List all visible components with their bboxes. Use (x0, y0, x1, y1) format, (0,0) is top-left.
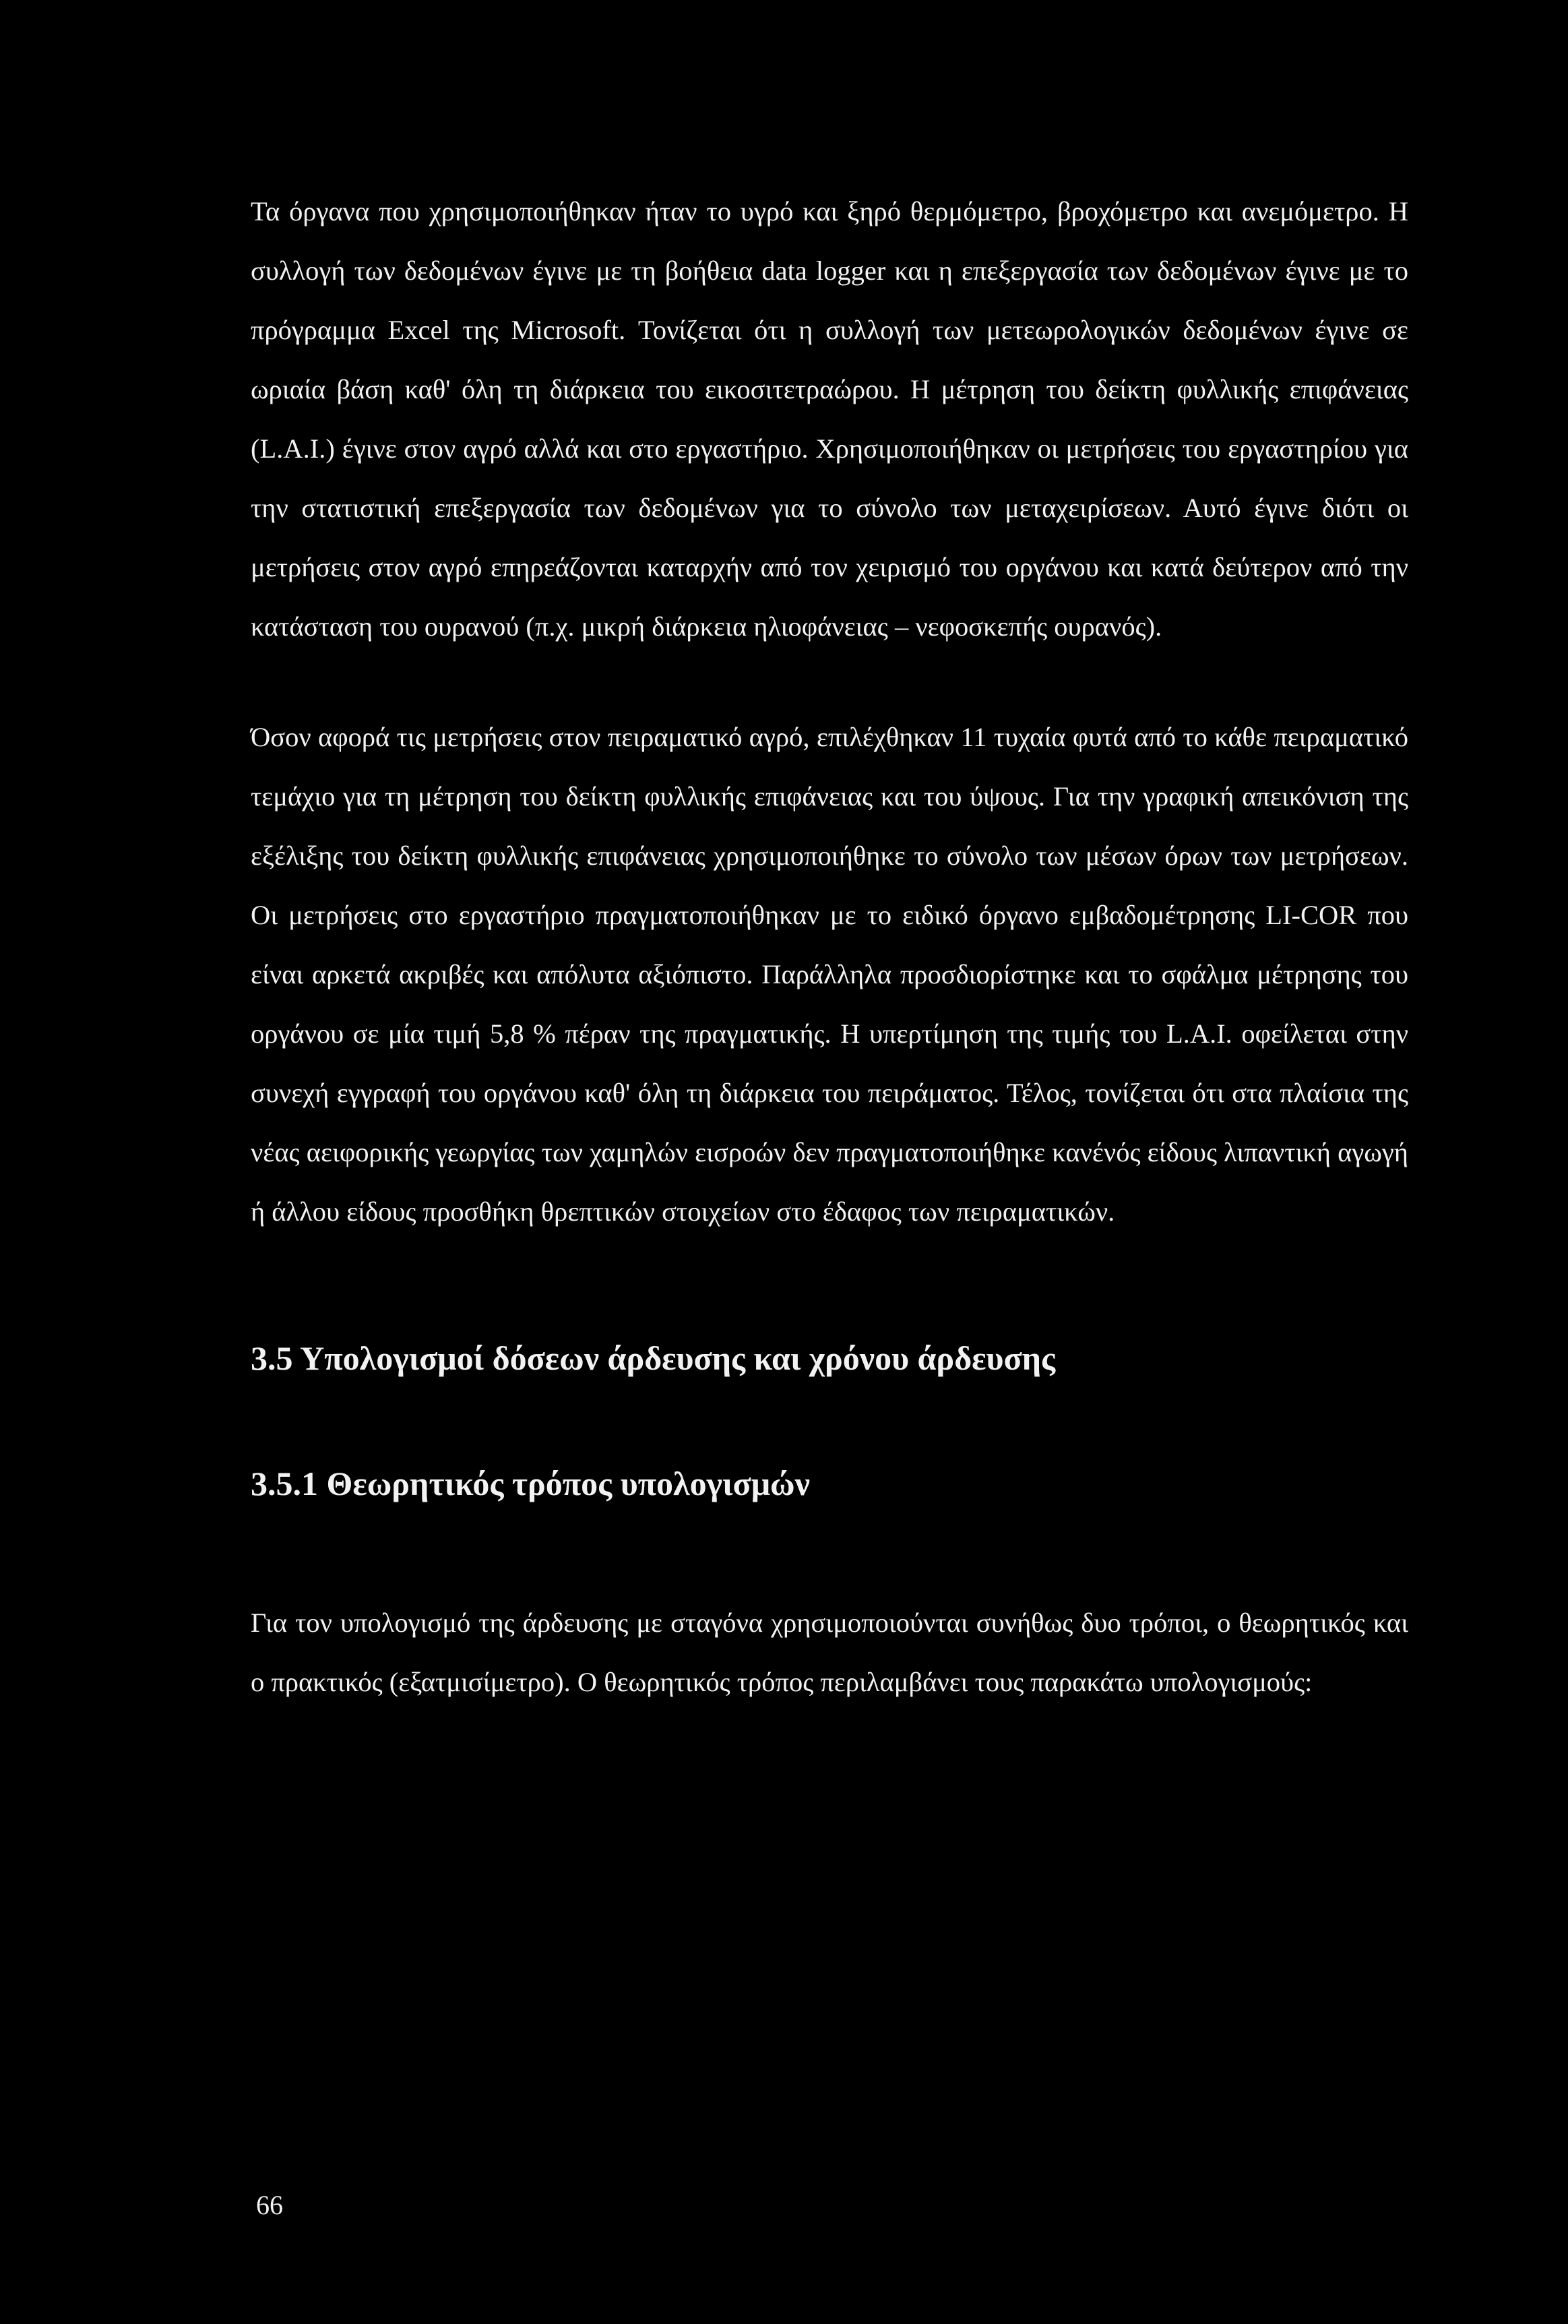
page-content (251, 182, 1408, 1712)
paragraph-field-measurements: Όσον αφορά τις μετρήσεις στον πειραματικό αγρό, επιλέχθηκαν 11 τυχαία φυτά από το κάθε πειραματικό τεμάχιο για τη μέτρηση του δείκτη φυλλικής επιφάνειας και του ύψους. Για την γραφική απεικόνιση της εξέλιξης του δείκτη φυλλικής επιφάνειας χρησιμοποιήθηκε το σύνολο των μέσων όρων των μετρήσεων. Οι μετρήσεις στο εργαστήριο πραγματοποιήθηκαν με το ειδικό όργανο εμβαδομέτρησης LI-COR που είναι αρκετά ακριβές και απόλυτα αξιόπιστο. Παράλληλα προσδιορίστηκε και το σφάλμα μέτρησης του οργάνου σε μία τιμή 5,8 % πέραν της πραγματικής. Η υπερτίμηση της τιμής του L.A.I. οφείλεται στην συνεχή εγγραφή του οργάνου καθ' όλη τη διάρκεια του πειράματος. Τέλος, τονίζεται ότι στα πλαίσια της νέας αειφορικής γεωργίας των χαμηλών εισροών δεν πραγματοποιήθηκε κανένός είδους λιπαντική αγωγή ή άλλου είδους προσθήκη θρεπτικών στοιχείων στο έδαφος των πειραματικών. (251, 722, 1408, 1227)
section-heading: 3.5 Υπολογισμοί δόσεων άρδευσης και χρόνου άρδευσης (251, 1339, 1056, 1377)
paragraph-instruments: Τα όργανα που χρησιμοποιήθηκαν ήταν το υγρό και ξηρό θερμόμετρο, βροχόμετρο και ανεμόμετρο. Η συλλογή των δεδομένων έγινε με τη βοήθεια data logger και η επεξεργασία των δεδομένων έγινε με το πρόγραμμα Excel της Microsoft. Τονίζεται ότι η συλλογή των μετεωρολογικών δεδομένων έγινε σε ωριαία βάση καθ' όλη τη διάρκεια του εικοσιτετραώρου. Η μέτρηση του δείκτη φυλλικής επιφάνειας (L.A.I.) έγινε στον αγρό αλλά και στο εργαστήριο. Χρησιμοποιήθηκαν οι μετρήσεις του εργαστηρίου για την στατιστική επεξεργασία των δεδομένων για το σύνολο των μεταχειρίσεων. Αυτό έγινε διότι οι μετρήσεις στον αγρό επηρεάζονται καταρχήν από τον χειρισμό του οργάνου και κατά δεύτερον από την κατάσταση του ουρανού (π.χ. μικρή διάρκεια ηλιοφάνειας – νεφοσκεπής ουρανός). (251, 196, 1408, 642)
page-number: 66 (256, 2190, 283, 2220)
paragraph-irrigation-methods: Για τον υπολογισμό της άρδευσης με σταγόνα χρησιμοποιούνται συνήθως δυο τρόποι, ο θεωρητικός και ο πρακτικός (εξατμισίμετρο). Ο θεωρητικός τρόπος περιλαμβάνει τους παρακάτω υπολογισμούς: (251, 1608, 1408, 1697)
subsection-heading: 3.5.1 Θεωρητικός τρόπος υπολογισμών (251, 1465, 810, 1502)
